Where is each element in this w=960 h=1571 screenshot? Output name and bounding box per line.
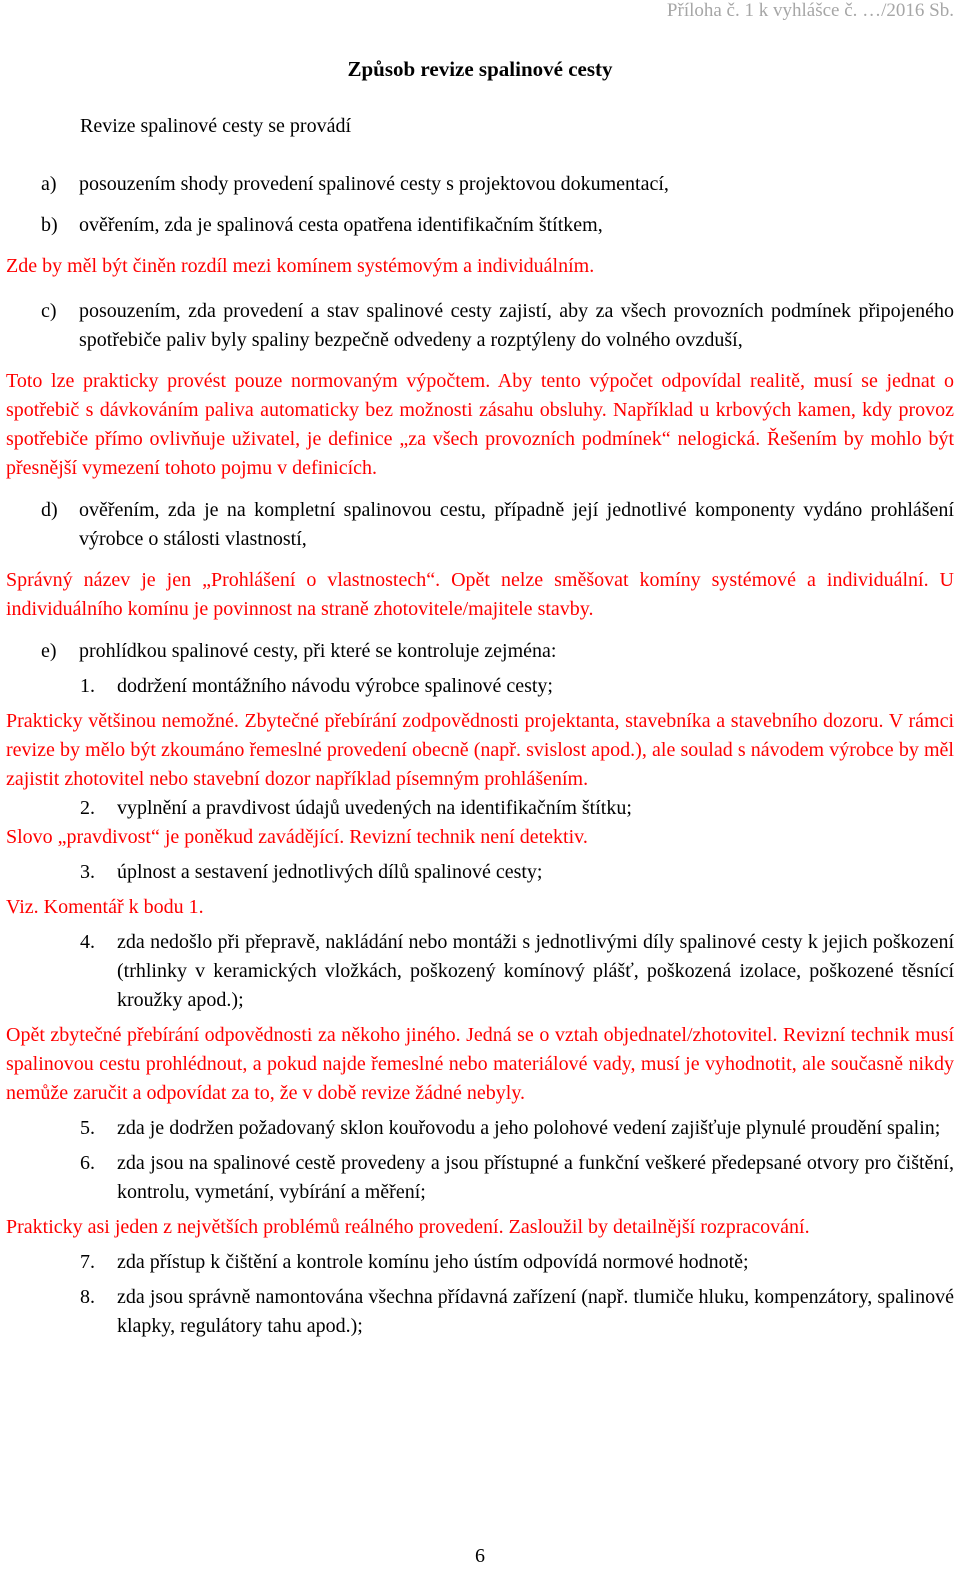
review-comment: Slovo „pravdivost“ je poněkud zavádějící. Revizní technik není detektiv. <box>6 826 588 848</box>
sub-item-7 <box>0 1248 960 1277</box>
review-comment: Viz. Komentář k bodu 1. <box>6 896 204 918</box>
list-text: posouzením, zda provedení a stav spalinové cesty zajistí, aby za všech provozních podmínek připojeného spotřebiče paliv byly spaliny bezpečně odvedeny a rozptýleny do volného ovzduší, <box>79 300 954 351</box>
page-number: 6 <box>475 1545 485 1567</box>
sub-item-5 <box>0 1114 960 1143</box>
list-text: prohlídkou spalinové cesty, při které se kontroluje zejména: <box>79 640 557 662</box>
document-body <box>0 170 960 1341</box>
sub-text: úplnost a sestavení jednotlivých dílů spalinové cesty; <box>117 861 543 883</box>
sub-text: zda jsou správně namontována všechna přídavná zařízení (např. tlumiče hluku, kompenzátory, spalinové klapky, regulátory tahu apod.); <box>117 1286 954 1337</box>
sub-item-8 <box>0 1283 960 1341</box>
sub-text: dodržení montážního návodu výrobce spalinové cesty; <box>117 675 553 697</box>
sub-text: zda jsou na spalinové cestě provedeny a jsou přístupné a funkční veškeré předepsané otvory pro čištění, kontrolu, vymetání, vybírání a měření; <box>117 1152 954 1203</box>
list-label: e) <box>41 640 57 662</box>
sub-label: 7. <box>80 1251 95 1273</box>
sub-label: 4. <box>80 931 95 953</box>
sub-label: 6. <box>80 1152 95 1174</box>
review-comment: Prakticky asi jeden z největších problémů reálného provedení. Zasloužil by detailnější rozpracování. <box>6 1216 810 1238</box>
list-label: a) <box>41 173 57 195</box>
review-comment: Opět zbytečné přebírání odpovědnosti za někoho jiného. Jedná se o vztah objednatel/zhotovitel. Revizní technik musí spalinovou cestu prohlédnout, a pokud najde řemeslné nebo materiálové vady, musí je vyhodnotit, ale současně nikdy nemůže zaručit a odpovídat za to, že v době revize žádné nebyly. <box>6 1024 954 1104</box>
sub-item-3 <box>0 858 960 887</box>
attachment-reference: Příloha č. 1 k vyhlášce č. …/2016 Sb. <box>666 0 954 21</box>
list-item-b <box>0 211 960 240</box>
review-comment: Zde by měl být činěn rozdíl mezi komínem systémovým a individuálním. <box>6 255 595 277</box>
sub-item-1 <box>0 672 960 701</box>
sub-label: 5. <box>80 1117 95 1139</box>
list-label: c) <box>41 300 57 322</box>
review-comment: Správný název je jen „Prohlášení o vlastnostech“. Opět nelze směšovat komíny systémové a individuální. U individuálního komínu je povinnost na straně zhotovitele/majitele stavby. <box>6 569 954 620</box>
list-item-c <box>0 297 960 355</box>
review-comment: Toto lze prakticky provést pouze normovaným výpočtem. Aby tento výpočet odpovídal realitě, musí se jednat o spotřebič s dávkováním paliva automaticky bez možnosti zásahu obsluhy. Například u krbových kamen, kdy provoz spotřebiče přímo ovlivňuje uživatel, je definice „za všech provozních podmínek“ nelogická. Řešením by mohlo být přesnější vymezení tohoto pojmu v definicích. <box>6 370 954 479</box>
sub-label: 3. <box>80 861 95 883</box>
sub-text: zda přístup k čištění a kontrole komínu jeho ústím odpovídá normové hodnotě; <box>117 1251 749 1273</box>
list-label: b) <box>41 214 58 236</box>
sub-text: vyplnění a pravdivost údajů uvedených na identifikačním štítku; <box>117 797 632 819</box>
list-item-d <box>0 496 960 554</box>
list-item-a <box>0 170 960 199</box>
list-text: ověřením, zda je spalinová cesta opatřena identifikačním štítkem, <box>79 214 603 236</box>
page-title: Způsob revize spalinové cesty <box>347 57 613 81</box>
sub-item-6 <box>0 1149 960 1207</box>
sub-text: zda je dodržen požadovaný sklon kouřovodu a jeho polohové vedení zajišťuje plynulé proudění spalin; <box>117 1117 941 1139</box>
list-text: posouzením shody provedení spalinové cesty s projektovou dokumentací, <box>79 173 669 195</box>
intro-text: Revize spalinové cesty se provádí <box>80 115 352 137</box>
sub-text: zda nedošlo při přepravě, nakládání nebo montáži s jednotlivými díly spalinové cesty k jejich poškození (trhlinky v keramických vložkách, poškozený komínový plášť, poškozená izolace, poškozené těsnící kroužky apod.); <box>117 931 954 1011</box>
list-text: ověřením, zda je na kompletní spalinovou cestu, případně její jednotlivé komponenty vydáno prohlášení výrobce o stálosti vlastností, <box>79 499 954 550</box>
sub-item-2 <box>0 794 960 823</box>
sub-item-4 <box>0 928 960 1015</box>
list-label: d) <box>41 499 58 521</box>
sub-label: 1. <box>80 675 95 697</box>
sub-label: 2. <box>80 797 95 819</box>
sub-label: 8. <box>80 1286 95 1308</box>
review-comment: Prakticky většinou nemožné. Zbytečné přebírání zodpovědnosti projektanta, stavebníka a stavebního dozoru. V rámci revize by mělo být zkoumáno řemeslné provedení obecně (např. svislost apod.), ale soulad s návodem výrobce by měl zajistit zhotovitel nebo stavební dozor například písemným prohlášením. <box>6 710 954 790</box>
list-item-e <box>0 637 960 666</box>
